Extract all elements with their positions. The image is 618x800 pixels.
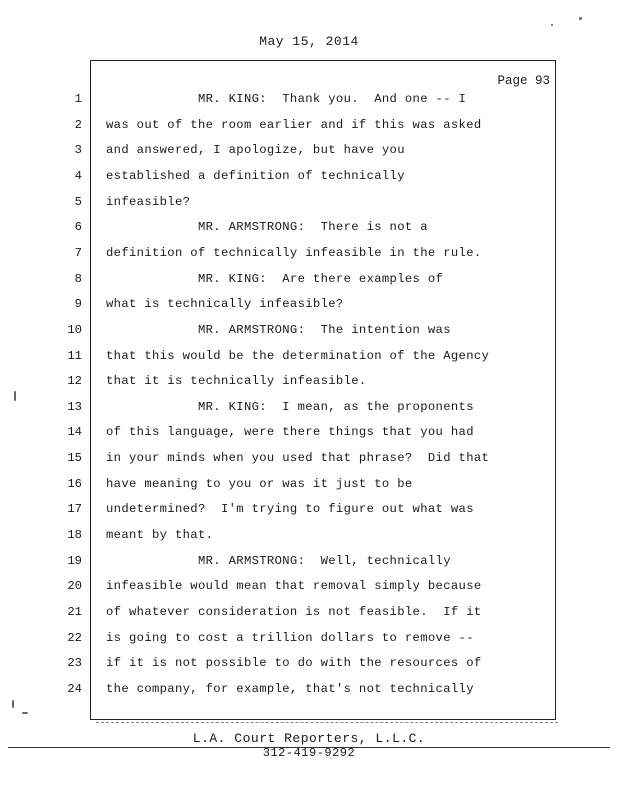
transcript-line <box>0 92 618 118</box>
line-text: of this language, were there things that you had <box>106 425 474 440</box>
scan-speck <box>14 391 16 401</box>
transcript-line <box>0 323 618 349</box>
line-text: and answered, I apologize, but have you <box>106 143 405 158</box>
line-number: 20 <box>67 579 82 594</box>
transcript-line <box>0 246 618 272</box>
scan-speck <box>579 17 582 20</box>
transcript-line <box>0 605 618 631</box>
line-number: 4 <box>74 168 82 183</box>
transcript-line <box>0 477 618 503</box>
line-number: 1 <box>74 92 82 106</box>
line-text: that it is technically infeasible. <box>106 374 367 389</box>
transcript-line <box>0 374 618 400</box>
transcript-line <box>0 451 618 477</box>
line-number: 5 <box>74 194 82 209</box>
line-number: 18 <box>67 528 82 543</box>
line-number: 3 <box>74 143 82 158</box>
line-text: MR. ARMSTRONG: The intention was <box>106 322 451 337</box>
footer-phone: 312-419-9292 <box>262 746 356 760</box>
line-number: 7 <box>74 245 82 260</box>
transcript-line <box>0 656 618 682</box>
footer-company: L.A. Court Reporters, L.L.C. <box>192 731 426 746</box>
line-text: MR. ARMSTRONG: There is not a <box>106 220 428 235</box>
transcript-line <box>0 118 618 144</box>
transcript-line <box>0 682 618 708</box>
line-number: 9 <box>74 297 82 312</box>
line-text: is going to cost a trillion dollars to remove -- <box>106 630 474 645</box>
line-number: 13 <box>67 399 82 414</box>
line-text: established a definition of technically <box>106 168 405 183</box>
transcript-line <box>0 528 618 554</box>
transcript-line <box>0 425 618 451</box>
line-number: 15 <box>67 451 82 466</box>
line-text: if it is not possible to do with the resources of <box>106 656 482 671</box>
line-number: 11 <box>67 348 82 363</box>
line-text: that this would be the determination of the Agency <box>106 348 490 363</box>
line-number: 16 <box>67 476 82 491</box>
line-number: 21 <box>67 605 82 619</box>
scan-speck <box>22 712 28 714</box>
line-number: 17 <box>67 502 82 517</box>
transcript-line <box>0 502 618 528</box>
line-number: 12 <box>67 374 82 389</box>
line-text: of whatever consideration is not feasible. If it <box>106 605 482 619</box>
line-number: 2 <box>74 117 82 132</box>
scan-speck <box>12 700 14 708</box>
transcript-line <box>0 554 618 580</box>
line-number: 8 <box>74 271 82 286</box>
line-text: was out of the room earlier and if this was asked <box>106 117 482 132</box>
transcript-line <box>0 349 618 375</box>
line-number: 24 <box>67 681 82 696</box>
transcript-line <box>0 169 618 195</box>
line-number: 10 <box>67 322 82 337</box>
line-number: 23 <box>67 656 82 671</box>
transcript-line <box>0 631 618 657</box>
transcript-line <box>0 579 618 605</box>
transcript-date: May 15, 2014 <box>259 34 359 49</box>
transcript-line <box>0 195 618 221</box>
page-number: Page 93 <box>497 74 550 88</box>
line-number: 6 <box>74 220 82 235</box>
line-text: infeasible? <box>106 194 191 209</box>
transcript-line <box>0 297 618 323</box>
line-text: MR. ARMSTRONG: Well, technically <box>106 553 451 568</box>
line-number: 22 <box>67 630 82 645</box>
transcript-line <box>0 143 618 169</box>
line-text: MR. KING: Are there examples of <box>106 271 444 286</box>
scan-speck <box>551 24 553 26</box>
transcript-line <box>0 400 618 426</box>
line-text: undetermined? I'm trying to figure out what was <box>106 502 474 517</box>
line-text: the company, for example, that's not technically <box>106 681 474 696</box>
line-text: MR. KING: I mean, as the proponents <box>106 399 474 414</box>
line-text: have meaning to you or was it just to be <box>106 476 413 491</box>
line-text: in your minds when you used that phrase? Did that <box>106 451 490 466</box>
line-text: meant by that. <box>106 528 214 543</box>
frame-bottom-edge <box>96 718 558 723</box>
line-text: MR. KING: Thank you. And one -- I <box>106 92 467 106</box>
line-text: infeasible would mean that removal simply because <box>106 579 482 594</box>
line-text: definition of technically infeasible in the rule. <box>106 245 482 260</box>
transcript-line <box>0 272 618 298</box>
line-number: 14 <box>67 425 82 440</box>
line-number: 19 <box>67 553 82 568</box>
line-text: what is technically infeasible? <box>106 297 344 312</box>
transcript-line <box>0 220 618 246</box>
